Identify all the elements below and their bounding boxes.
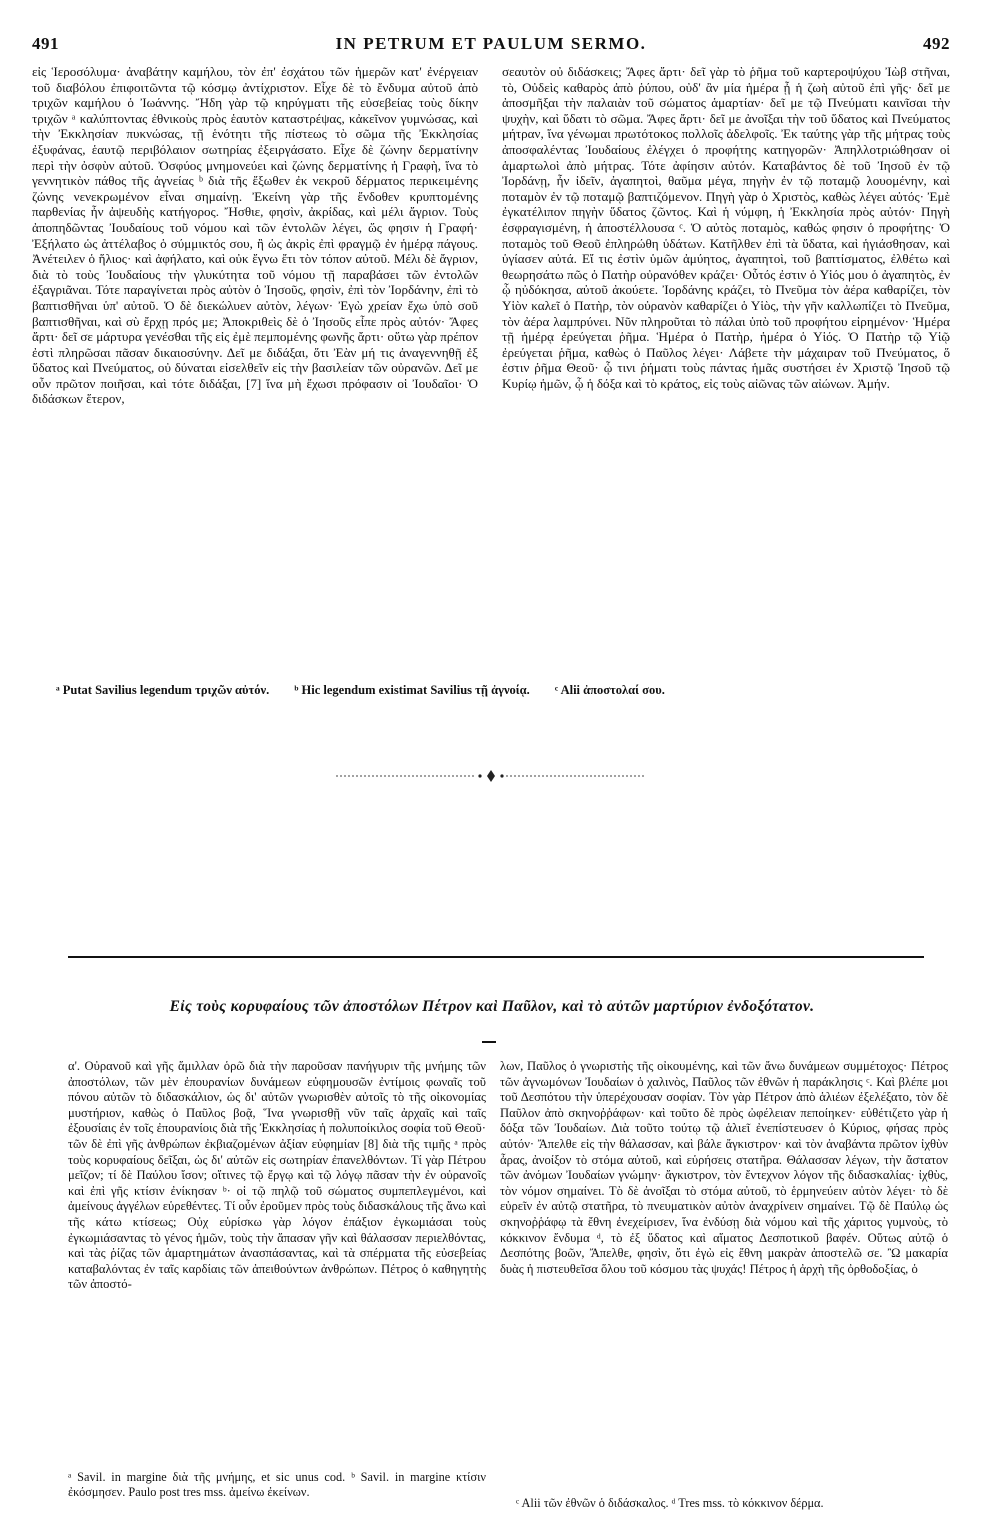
column-top-left bbox=[32, 64, 478, 684]
footnote-a: ᵃ Putat Savilius legendum τριχῶν αὐτόν. bbox=[56, 683, 270, 697]
body-text: α'. Οὐρανοῦ καὶ γῆς ἅμιλλαν ὁρῶ διὰ τὴν παροῦσαν πανήγυριν τῆς μνήμης τῶν ἀποστόλων, τῶν μὲν ἐπουρανίων δυνάμεων εὐφημουσῶν ἐντίμοις φωναῖς τοῦ πόνου αὐτῶν τὸ διδασκάλιον, ὡς δι' αὐτῶν γνωρισθὲν αὐτοῖς τὸ τῆς οἰκονομίας μυστήριον, καθὼς ὁ Παῦλος βοᾷ, Ἵνα γνωρισθῇ νῦν ταῖς ἀρχαῖς καὶ ταῖς ἐξουσίαις ἐν τοῖς ἐπουρανίοις διὰ τῆς Ἐκκλησίας ἡ πολυποίκιλος σοφία τοῦ Θεοῦ· τῶν δὲ ἐπὶ γῆς ἀνθρώπων ἐκβιαζομένων ἀξίαν εὐφημίαν [8] διὰ τῆς τιμῆς ᵃ πρὸς τοὺς κορυφαίους δεῖξαι, ὡς δι' αὐτῶν εἰς σωτηρίαν ἐπανελθόντων. Τί γὰρ Πέτρου μεῖζον; τί δὲ Παύλου ἴσον; οἵτινες τῷ ἔργῳ καὶ τῷ λόγῳ πᾶσαν τὴν ἐν οὐρανοῖς καὶ ἐπὶ γῆς κτίσιν ἐνίκησαν ᵇ· οἱ τῷ πηλῷ τοῦ σώματος συμπεπλεγμένοι, καὶ ἀμείνους ἀγγέλων εὑρεθέντες. Τί οὖν ἐροῦμεν πρὸς τοὺς διδασκάλους τῆς ἄνω καὶ τῆς κάτω κτίσεως; Οὐχ εὑρίσκω γὰρ λόγον ἐπάξιον ἐγκωμιάσαι τοὺς ἐγκωμιάσαντας τὸ γένος ἡμῶν, τοὺς τὴν ἅπασαν γῆν καὶ θάλασσαν περιελθόντας, καὶ τὰς ῥίζας τῶν ἁμαρτημάτων ἀνασπάσαντας, καὶ τὰ σπέρματα τῆς εὐσεβείας καταβαλόντας ἐν ταῖς καρδίαις τῶν ἀπειθούντων ἀνθρώπων. Πέτρος ὁ καθηγητὴς τῶν ἀποστό- bbox=[68, 1059, 486, 1292]
footnote-b: ᵇ Hic legendum existimat Savilius τῇ ἀγνοίᾳ. bbox=[294, 683, 530, 697]
footnote-d: ᵈ Tres mss. τὸ κόκκινον δέρμα. bbox=[671, 1496, 824, 1510]
title-dash bbox=[482, 1041, 496, 1043]
running-title: IN PETRUM ET PAULUM SERMO. bbox=[335, 34, 647, 53]
footnote-c: ᶜ Alii ἀποστολαί σου. bbox=[554, 683, 665, 697]
column-top-right bbox=[502, 64, 950, 684]
page-header bbox=[32, 34, 950, 60]
body-text: λων, Παῦλος ὁ γνωριστὴς τῆς οἰκουμένης, καὶ τῶν ἄνω δυνάμεων συμμέτοχος· Πέτρος τῶν ἀγνωμόνων Ἰουδαίων ὁ χαλινὸς, Παῦλος τῶν ἐθνῶν ἡ παράκλησις ᶜ. Καὶ βλέπε μοι τοῦ Δεσπότου τὴν ὑπερέχουσαν σοφίαν. Τὸν γὰρ Πέτρον ἀπὸ ἁλιέων ἐξελέξατο, τὸν δὲ Παῦλον ἀπὸ σκηνοῤῥάφων· καὶ τοῦτο δὲ πρὸς ὠφέλειαν πεποίηκεν· εὐθέτιζετο γὰρ ἡ δόξα τῶν Ἰουδαίων. Διὰ τοῦτο τούτῳ τῷ ἁλιεῖ ἐνεπίστευσεν ὁ Κύριος, φήσας πρὸς αὐτόν· Ἄπελθε εἰς τὴν θάλασσαν, καὶ βάλε ἄγκιστρον· καὶ τὸν ἀναβάντα πρῶτον ἰχθὺν ἆρας, ἀνοίξον τὸ στόμα αὐτοῦ, καὶ εὑρήσεις στατῆρα. Θάλασσαν λέγων, τὴν ἄστατον τῶν ἀνόμων Ἰουδαίων γνώμην· ἄγκιστρον, τὸν ἔντεχνον λόγον τῆς διδασκαλίας· ἰχθὺς, τὸν νόμον σημαίνει. Τὸ δὲ ἀνοῖξαι τὸ στόμα αὐτοῦ, τὸ ἑρμηνεύειν αὐτὸν λέγει· τὸ δὲ εὑρεῖν ἐν αὐτῷ στατῆρα, τὸ πνευματικὸν αὐτὸν ἀναχρίνειν σημαίνει. Τῷ δὲ Παύλῳ ὡς σκηνοῤῥάφῳ τὰ ἔθνη ἐνεχείρισεν, ἵνα ἐνδύσῃ διὰ νόμου καὶ τῆς χάριτος γυμνοὺς, τὸ κόκκινον ἔνδυμα ᵈ, τὸ ἐξ ὕδατος καὶ αἵματος Δεσποτικοῦ βαφέν. Οὕτως αὐτῷ ὁ Δεσπότης βοῶν, Ἄπελθε, φησὶν, ὅτι ἐγὼ εἰς ἔθνη μακρὰν ἀποστελῶ σε. Ὢ μακαρία δυὰς ἡ πιστευθεῖσα ὅλου τοῦ κόσμου τὰς ψυχάς! Πέτρος ἡ ἀρχὴ τῆς ὀρθοδοξίας, ὁ bbox=[500, 1059, 948, 1276]
column-bottom-right bbox=[500, 1059, 948, 1479]
footnotes-bottom-right bbox=[516, 1496, 956, 1536]
article-title: Εἰς τοὺς κορυφαίους τῶν ἀποστόλων Πέτρον καὶ Παῦλον, καὶ τὸ αὐτῶν μαρτύριον ἐνδοξότατον. bbox=[169, 998, 815, 1015]
section-rule bbox=[68, 956, 924, 958]
body-text: εἰς Ἱεροσόλυμα· ἀναβάτην καμήλου, τὸν ἐπ' ἐσχάτου τῶν ἡμερῶν κατ' ἐνέργειαν τοῦ διαβόλου ἐπιφοιτῶντα τῷ κόσμῳ ἀντίχριστον. Εἶχε δὲ τὸ ἔνδυμα αὐτοῦ ἀπὸ τριχῶν καμήλου ὁ Ἰωάννης. Ἤδη γὰρ τῷ κηρύγματι τῆς εὐσεβείας τοὺς δίκην τριχῶν ᵃ καλύπτοντας ἐθνικοὺς πρὸς ἑαυτὸν καταστρέψας, κἀκεῖνον γυμνώσας, καὶ τὴν Ἐκκλησίαν πυκνώσας, τῇ ἑνότητι τῆς πίστεως τὸ σῶμα τῆς Ἐκκλησίας ἐξυφάνας, ἑαυτῷ περιβόλαιον σωτηρίας ἐξειργάσατο. Εἶχε δὲ ζώνην δερματίνην περὶ τὴν ὀσφὺν αὐτοῦ. Ὀσφύος μνημονεύει καὶ ζώνης δερματίνης ἡ Γραφὴ, ἵνα τὸ γεννητικὸν πάθος τῆς ἀγνείας ᵇ διὰ τῆς ἔξωθεν ἐκ νεκροῦ δέρματος περικειμένης ζώνης νενεκρωμένον εἶναι σημαίνῃ. Ἐκείνη γὰρ τῆς ἔνδοθεν κρυπτομένης παρθενίας ἦν ἀψευδὴς κατήγορος. Ἤσθιε, φησὶν, ἀκρίδας, καὶ μέλι ἄγριον. Τοὺς ἀποπηδῶντας Ἰουδαίους τοῦ νόμου καὶ τῶν ἐντολῶν λέγει, ὥς φησιν ἡ Γραφή· Ἐξήλατο ὡς ἀττέλαβος ὁ σύμμικτός σου, ἢ ὡς ἀκρὶς ἐπὶ φραγμῷ ἐν ἡμέρᾳ πάγους. Ἀνέτειλεν ὁ ἥλιος· καὶ ἀφήλατο, καὶ οὐκ ἔγνω ἔτι τὸν τόπον αὐτοῦ. Μέλι δὲ ἄγριον, διὰ τὸ τοὺς Ἰουδαίους τὴν γλυκύτητα τοῦ νόμου τῇ παραβάσει τῶν ἐντολῶν ἐξαγριᾶναι. Τότε παραγίνεται πρὸς αὐτὸν ὁ Ἰησοῦς, φησὶν, ἐπὶ τὸν Ἰορδάνην, ἐπὶ τὸ βαπτισθῆναι ὑπ' αὐτοῦ. Ὁ δὲ διεκώλυεν αὐτὸν, λέγων· Ἐγὼ χρείαν ἔχω ὑπὸ σοῦ βαπτισθῆναι, καὶ σὺ ἔρχῃ πρός με; Ἀποκριθεὶς δὲ ὁ Ἰησοῦς εἶπε πρὸς αὐτόν· Ἄφες ἄρτι· δεῖ σε μάρτυρα γενέσθαι τῆς εἰς ἐμὲ πεμπομένης φωνῆς ἄρτι· οὕτω γὰρ πρέπον ἐστὶ πληρῶσαι πᾶσαν δικαιοσύνην. Δεῖ με διδάξαι, ὅτι Ἐὰν μή τις ἀναγεννηθῇ ἐξ ὕδατος καὶ Πνεύματος, οὐ δύναται εἰσελθεῖν εἰς τὴν βασιλείαν τῶν οὐρανῶν. Δεῖ με οὖν πρῶτον ποιῆσαι, καὶ τότε διδάξαι, [7] ἵνα μὴ ἔχωσι πρόφασιν οἱ Ἰουδαῖοι· Ὁ διδάσκων ἕτερον, bbox=[32, 64, 478, 407]
page-number-left: 491 bbox=[32, 34, 59, 53]
footnote-c: ᶜ Alii τῶν ἐθνῶν ὁ διδάσκαλος. bbox=[516, 1496, 669, 1510]
page-number-right: 492 bbox=[923, 34, 950, 53]
footnotes-bottom-left bbox=[68, 1470, 486, 1526]
ornament-divider bbox=[336, 769, 646, 783]
footnotes-top bbox=[56, 683, 956, 707]
footnote-a: ᵃ Savil. in margine διὰ τῆς μνήμης, et sic unus cod. bbox=[68, 1470, 346, 1484]
column-bottom-left bbox=[68, 1059, 486, 1457]
body-text: σεαυτὸν οὐ διδάσκεις; Ἄφες ἄρτι· δεῖ γὰρ τὸ ῥῆμα τοῦ καρτεροψύχου Ἰὼβ στῆναι, τὸ, Οὐδεὶς καθαρὸς ἀπὸ ῥύπου, οὐδ' ἂν μία ἡμέρα ᾖ ἡ ζωὴ αὐτοῦ ἐπὶ γῆς· δεῖ με ἀποσμῆξαι τὴν παλαιὰν τοῦ σώματος ἁμαρτίαν· δεῖ με τῷ Πνεύματι καινῖσαι τὴν ψυχὴν, καὶ ὕδατι τὸ σῶμα. Ἄφες ἄρτι· δεῖ με ἀνοῖξαι τὴν τοῦ ὕδατος καὶ Πνεύματος μήτραν, ἵνα γένωμαι πρωτότοκος πολλοῖς ἀδελφοῖς. Ἐκ ταύτης γὰρ τῆς μήτρας τοὺς ἀποσφαλέντας Ἰουδαίους ἐλέγχει ὁ προφήτης κατηγορῶν· Ἀπηλλοτριώθησαν οἱ ἁμαρτωλοὶ ἀπὸ μήτρας. Τότε ἀφίησιν αὐτόν. Καταβάντος δὲ τοῦ Ἰησοῦ ἐν τῷ Ἰορδάνῃ, ἦν ἰδεῖν, ἀγαπητοὶ, θαῦμα μέγα, πηγὴν ἐν τῷ ποταμῷ λουομένην, καὶ ποταμὸν ἐν τῷ ποταμῷ βαπτιζόμενον. Πηγὴ γὰρ ὁ Χριστὸς, καθὼς λέγει αὐτός· Ἐμὲ ἐγκατέλιπον πηγὴν ὕδατος ζῶντος. Καὶ ἡ νύμφη, ἡ Ἐκκλησία πρὸς αὐτόν· Πηγὴ ἐσφραγισμένη, ἡ ἀποστέλλουσα ᶜ. Ὁ αὐτὸς ποταμὸς, καθώς φησιν ὁ προφήτης· Ὁ ποταμὸς τοῦ Θεοῦ ἐπληρώθη ὑδάτων. Κατῆλθεν ἐπὶ τὰ ὕδατα, καὶ ἡγιάσθησαν, καὶ ὑγίασεν αὐτά. Εἴ τις ἐστὶν ὑμῶν ἀμύητος, ἀγαπητοὶ, τοῦ βαπτίσματος, ἐλθέτω καὶ θεωρησάτω πῶς ὁ Πατὴρ οὐρανόθεν κράζει· Οὗτός ἐστιν ὁ Υἱός μου ὁ ἀγαπητὸς, ἐν ᾧ ηὐδόκησα, αὐτοῦ ἀκούετε. Ἰορδάνης κράζει, τὸ Πνεῦμα τὸν ἀέρα καθαρίζει, τὸν Υἱὸν καλεῖ ὁ Πατὴρ, τὸν οὐρανὸν καθαρίζει ὁ Υἱὸς, τὴν γῆν καλλωπίζει τὸ Πνεῦμα, τὸν ἀέρα λαμπρύνει. Νῦν πληροῦται τὸ πάλαι ὑπὸ τοῦ προφήτου εἰρημένον· Ἡμέρα τῇ ἡμέρᾳ ἐρεύγεται ῥῆμα. Ἡμέρα ὁ Πατὴρ, ἡμέρα ὁ Υἱός. Ὁ Πατὴρ τῷ Υἱῷ ἐρεύγεται ῥῆμα, καθὼς ὁ Παῦλος λέγει· Λάβετε τὴν μάχαιραν τοῦ Πνεύματος, ὅ ἐστιν ῥῆμα Θεοῦ· ᾧ τινι ῥήματι τοὺς πάντας ἡμᾶς συστήσει ἐν Χριστῷ Ἰησοῦ τῷ Κυρίῳ ἡμῶν, ᾧ ἡ δόξα καὶ τὸ κράτος, εἰς τοὺς αἰῶνας τῶν αἰώνων. Ἀμήν. bbox=[502, 64, 950, 391]
footnote-b: ᵇ Savil. in margine κτίσιν ἐκόσμησεν. Paulo post tres mss. ἀμείνω ἐκείνων. bbox=[68, 1470, 486, 1499]
